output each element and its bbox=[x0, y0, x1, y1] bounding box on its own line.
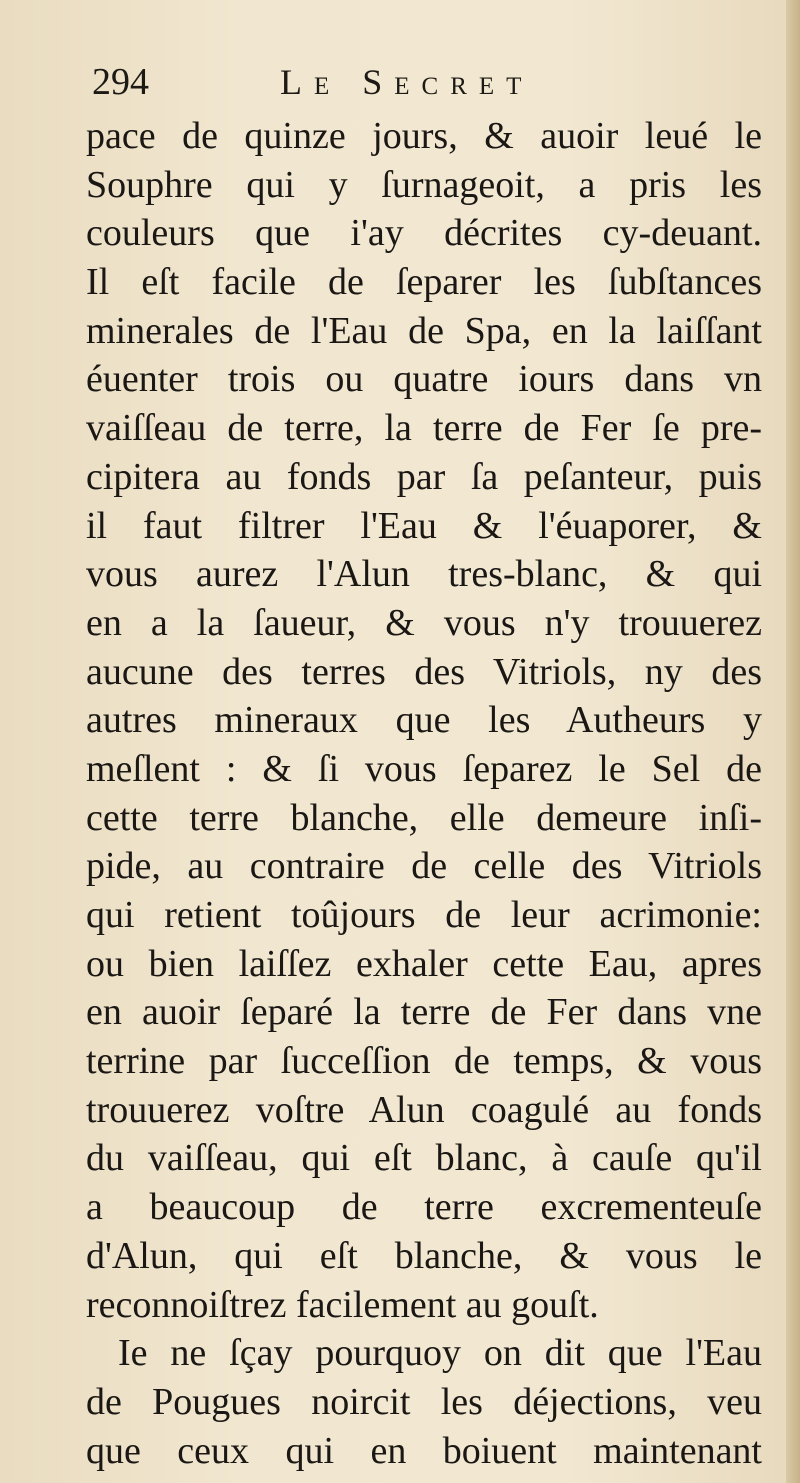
text-line: Ie ne ſçay pourquoy on dit que l'Eau bbox=[118, 1332, 762, 1375]
text-line: éuenter trois ou quatre iours dans vn bbox=[86, 358, 762, 401]
text-line: Il eſt facile de ſeparer les ſubſtances bbox=[86, 261, 762, 304]
text-line: pace de quinze jours, & auoir leué le bbox=[86, 115, 762, 157]
page-edge-shadow bbox=[786, 0, 800, 1483]
text-line: trouuerez voſtre Alun coagulé au fonds bbox=[86, 1088, 762, 1131]
text-line: en auoir ſeparé la terre de Fer dans vne bbox=[86, 991, 762, 1034]
text-line: terrine par ſucceſſion de temps, & vous bbox=[86, 1040, 762, 1083]
text-line: aucune des terres des Vitriols, ny des bbox=[86, 650, 762, 693]
text-line: pide, au contraire de celle des Vitriols bbox=[86, 845, 762, 888]
text-line: que ceux qui en boiuent maintenant bbox=[86, 1429, 762, 1472]
body-text bbox=[86, 112, 762, 1475]
page-header bbox=[92, 58, 752, 106]
text-line: du vaiſſeau, qui eſt blanc, à cauſe qu'il bbox=[86, 1137, 762, 1180]
text-line: minerales de l'Eau de Spa, en la laiſſant bbox=[86, 309, 762, 352]
text-line: ou bien laiſſez exhaler cette Eau, apres bbox=[86, 942, 762, 985]
text-line: autres mineraux que les Autheurs y bbox=[86, 699, 762, 742]
text-line: qui retient toûjours de leur acrimonie: bbox=[86, 894, 762, 936]
text-line: Souphre qui y ſurnageoit, a pris les bbox=[86, 163, 762, 206]
text-line: couleurs que i'ay décrites cy-deuant. bbox=[86, 212, 762, 255]
text-line: de Pougues noircit les déjections, veu bbox=[86, 1380, 762, 1423]
text-line: meſlent : & ſi vous ſeparez le Sel de bbox=[86, 747, 762, 790]
text-line: cette terre blanche, elle demeure inſi- bbox=[86, 796, 762, 839]
text-line: cipitera au fonds par ſa peſanteur, puis bbox=[86, 455, 762, 498]
text-line: d'Alun, qui eſt blanche, & vous le bbox=[86, 1234, 762, 1277]
running-title: Le Secret bbox=[280, 62, 534, 102]
text-line: en a la ſaueur, & vous n'y trouuerez bbox=[86, 601, 762, 644]
text-line: a beaucoup de terre excrementeuſe bbox=[86, 1186, 762, 1229]
text-line: il faut filtrer l'Eau & l'éuaporer, & bbox=[86, 504, 762, 547]
text-line: vaiſſeau de terre, la terre de Fer ſe pre- bbox=[86, 407, 762, 450]
text-line: reconnoiſtrez facilement au gouſt. bbox=[86, 1283, 599, 1326]
page-number: 294 bbox=[92, 61, 149, 103]
text-line: vous aurez l'Alun tres-blanc, & qui bbox=[86, 553, 762, 596]
